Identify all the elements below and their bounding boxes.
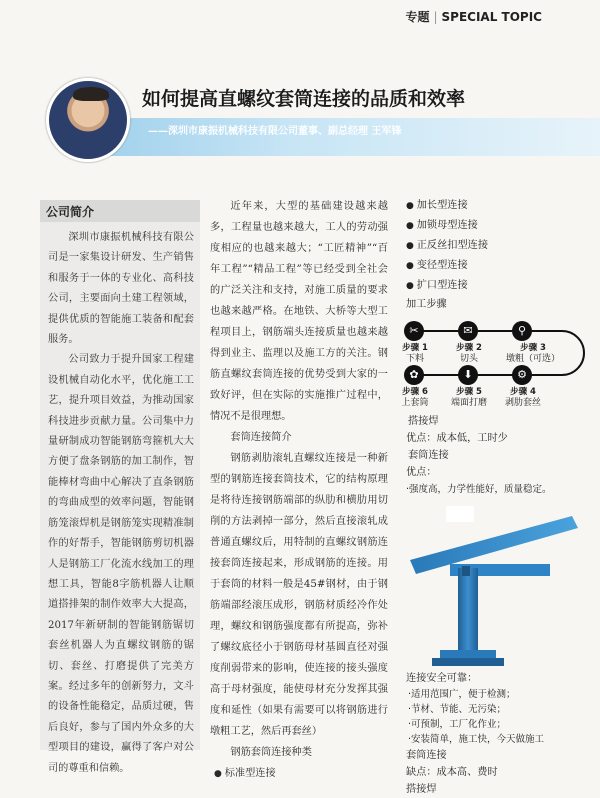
step-4 <box>496 387 550 409</box>
type-item: ● 扩口型连接 <box>402 276 592 296</box>
step-number: 步骤 1 <box>402 343 428 353</box>
grind-icon: ⬇ <box>458 365 478 385</box>
weld-label-2: 搭接焊 <box>406 784 437 795</box>
company-paragraph-2: 公司致力于提升国家工程建设机械自动化水平，优化施工工艺，提升项目效益，为推动国家科技进步贡献力量。公司集中力量研制成功智能钢筋弯箍机大大方便了盘条钢筋的加工制作，智能棒材弯曲中心解决了直条钢筋的弯曲成型的效率问题，智能钢筋笼滚焊机是钢筋笼实现精准制作的好帮手，智能钢筋剪切机器人是钢筋工厂化流水线加工的理想工具，智能8字筋机器人让顺道搭排架的制作效率大大提高，2017年新研制的智能钢筋锯切套丝机器人为直螺纹钢筋的锯切、套丝、打磨提供了完美方案。经过多年的创新努力，文斗的设备性能稳定，品质过硬，售后良好，参与了国内外众多的大型项目的建设，赢得了客户对公司的尊重和信赖。 <box>48 354 194 774</box>
safety-title: 连接安全可靠： <box>406 673 478 684</box>
upset-icon: ⚲ <box>512 321 532 341</box>
safety-item: ·节材、节能、无污染； <box>408 704 507 715</box>
sleeve-label: 套筒连接 <box>408 450 449 461</box>
step-name: 剥肋套丝 <box>504 398 541 408</box>
step-number: 步骤 6 <box>402 387 428 397</box>
sleeve-label-2: 套筒连接 <box>406 750 447 761</box>
sleeve-paragraph: 钢筋剥肋滚轧直螺纹连接是一种新型的钢筋连接套筒技术，它的结构原理是将待连接钢筋端部的纵肋和横肋用切削的方法剥掉一部分，然后直接滚轧成普通直螺纹后，用特制的直螺纹钢筋连接套筒连接起来，形成钢筋的连接。用于套筒的材料一般是45#钢材，由于钢筋端部经滚压成形，钢筋材质经冷作处理，螺纹和钢筋强度都有所提高，弥补了螺纹底径小于钢筋母材基圆直径对强度削弱带来的影响，使连接的接头强度高于母材强度，能使母材充分发挥其强度和延性（如果有需要可以将钢筋进行墩粗工艺，然后再套丝） <box>210 453 388 737</box>
step-number: 步骤 4 <box>510 387 536 397</box>
section-tag: 专题 | SPECIAL TOPIC <box>405 10 542 24</box>
thread-icon: ⚙ <box>512 365 532 385</box>
company-paragraph-1: 深圳市康振机械科技有限公司是一家集设计研发、生产销售和服务于一体的专业化、高科技公司，主要面向土建工程领域，提供优质的智能施工装备和配套服务。 <box>48 232 194 346</box>
step-number: 步骤 5 <box>456 387 482 397</box>
sleeve-cons: 缺点：成本高、费时 <box>406 767 498 778</box>
sleeve-type-list <box>402 196 592 296</box>
safety-list <box>402 687 592 747</box>
article-header <box>0 72 600 168</box>
step-number: 步骤 3 <box>520 343 546 353</box>
type-item: ● 变径型连接 <box>402 256 592 276</box>
article-byline: ——深圳市康振机械科技有限公司董事、副总经理 王军锋 <box>148 126 402 137</box>
step-1 <box>388 343 442 365</box>
balance-scale-icon <box>402 502 592 670</box>
type-item-standard: ● 标准型连接 <box>210 763 388 785</box>
weld-label: 搭接焊 <box>408 416 439 427</box>
step-5 <box>442 387 496 409</box>
trim-icon: ✉ <box>458 321 478 341</box>
step-number: 步骤 2 <box>456 343 482 353</box>
step-name: 墩粗（可选） <box>505 354 560 364</box>
step-3 <box>498 343 568 365</box>
section-label: 专题 <box>405 10 430 24</box>
step-name: 下料 <box>405 354 424 364</box>
step-2 <box>442 343 496 365</box>
assemble-icon: ✿ <box>404 365 424 385</box>
type-item: ● 正反丝扣型连接 <box>402 236 592 256</box>
article-title: 如何提高直螺纹套筒连接的品质和效率 <box>142 88 466 110</box>
company-heading: 公司简介 <box>40 200 200 222</box>
step-name: 端面打磨 <box>450 398 487 408</box>
safety-item: ·可预制，工厂化作业； <box>408 719 507 730</box>
safety-item: ·安装简单，施工快，今天做施工 <box>408 734 545 745</box>
process-diagram <box>402 317 592 413</box>
step-name: 切头 <box>459 354 478 364</box>
weld-pros: 优点：成本低，工时少 <box>406 433 508 444</box>
author-photo <box>46 78 130 162</box>
cut-icon: ✂ <box>404 321 424 341</box>
balance-scale-illustration <box>402 502 592 670</box>
process-title: 加工步骤 <box>406 299 447 310</box>
section-label-en: SPECIAL TOPIC <box>441 10 542 24</box>
type-item: ● 加锁母型连接 <box>402 216 592 236</box>
right-column <box>402 196 592 798</box>
subheading-sleeve-intro: 套筒连接简介 <box>230 432 292 443</box>
subheading-sleeve-types: 钢筋套筒连接种类 <box>230 747 312 758</box>
type-item: ● 加长型连接 <box>402 196 592 216</box>
company-sidebar <box>40 200 200 774</box>
step-name: 上套筒 <box>401 398 429 408</box>
sleeve-pros: 优点： <box>406 467 437 478</box>
step-6 <box>388 387 442 409</box>
sleeve-detail: ·强度高，力学性能好，质量稳定。 <box>406 484 552 495</box>
intro-paragraph: 近年来，大型的基础建设越来越多，工程量也越来越大，工人的劳动强度相应的也越来越大；“工匠精神”“百年工程”“精品工程”等已经受到全社会的广泛关注和支持，对施工质量的要求也越来越严格。在地铁、大桥等大型工程项目上，钢筋端头连接质量也越来越得到业主、监理以及施工方的关注。钢筋直螺纹套筒连接的优势受到大家的一致好评，但在实际的实施推广过程中，情况不是很理想。 <box>210 201 388 422</box>
main-column <box>210 196 388 785</box>
safety-item: ·适用范围广，便于检测； <box>408 689 516 700</box>
